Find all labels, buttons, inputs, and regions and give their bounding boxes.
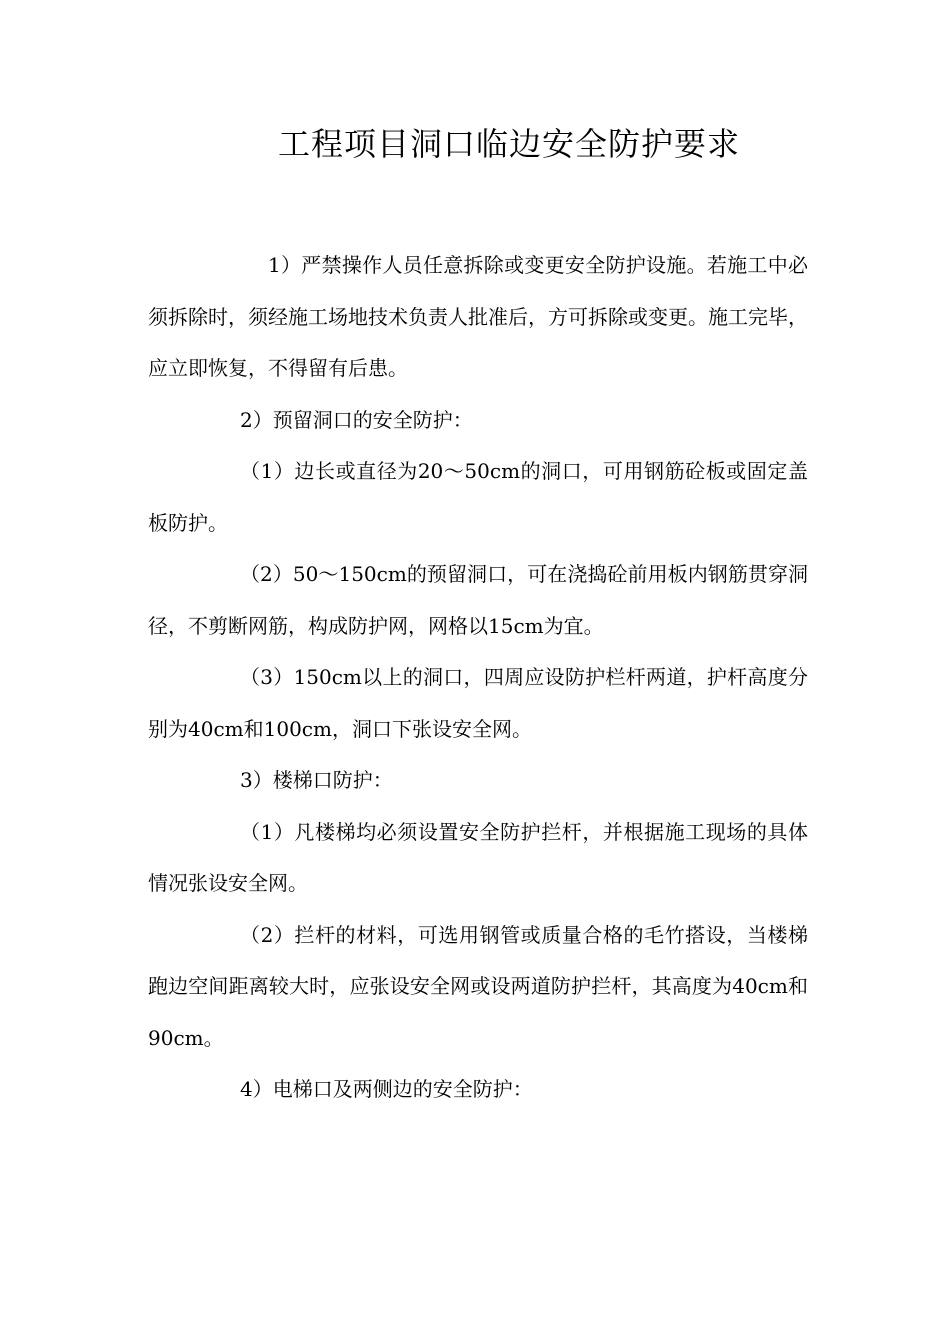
paragraph-7: （1）凡楼梯均必须设置安全防护拦杆，并根据施工现场的具体情况张设安全网。: [148, 819, 808, 895]
document-title: 工程项目洞口临边安全防护要求: [277, 125, 740, 163]
paragraph-6: 3）楼梯口防护：: [240, 768, 393, 792]
paragraph-2: 2）预留洞口的安全防护：: [240, 407, 473, 432]
paragraph-8: （2）拦杆的材料，可选用钢管或质量合格的毛竹搭设，当楼梯跑边空间距离较大时，应张设安全网或设两道防护拦杆，其高度为40cm和90cm。: [148, 922, 808, 1050]
paragraph-1: 1）严禁操作人员任意拆除或变更安全防护设施。若施工中必须拆除时，须经施工场地技术负责人批准后，方可拆除或变更。施工完毕，应立即恢复，不得留有后患。: [148, 253, 808, 380]
paragraph-4: （2）50～150cm的预留洞口，可在浇捣砼前用板内钢筋贯穿洞径，不剪断网筋，构成防护网，网格以15cm为宜。: [148, 562, 808, 638]
paragraph-3: （1）边长或直径为20～50cm的洞口，可用钢筋砼板或固定盖板防护。: [148, 459, 808, 535]
document-body: [148, 240, 808, 1116]
paragraph-5: （3）150cm以上的洞口，四周应设防护栏杆两道，护杆高度分别为40cm和100cm，洞口下张设安全网。: [148, 665, 808, 741]
paragraph-9: 4）电梯口及两侧边的安全防护：: [240, 1077, 533, 1101]
